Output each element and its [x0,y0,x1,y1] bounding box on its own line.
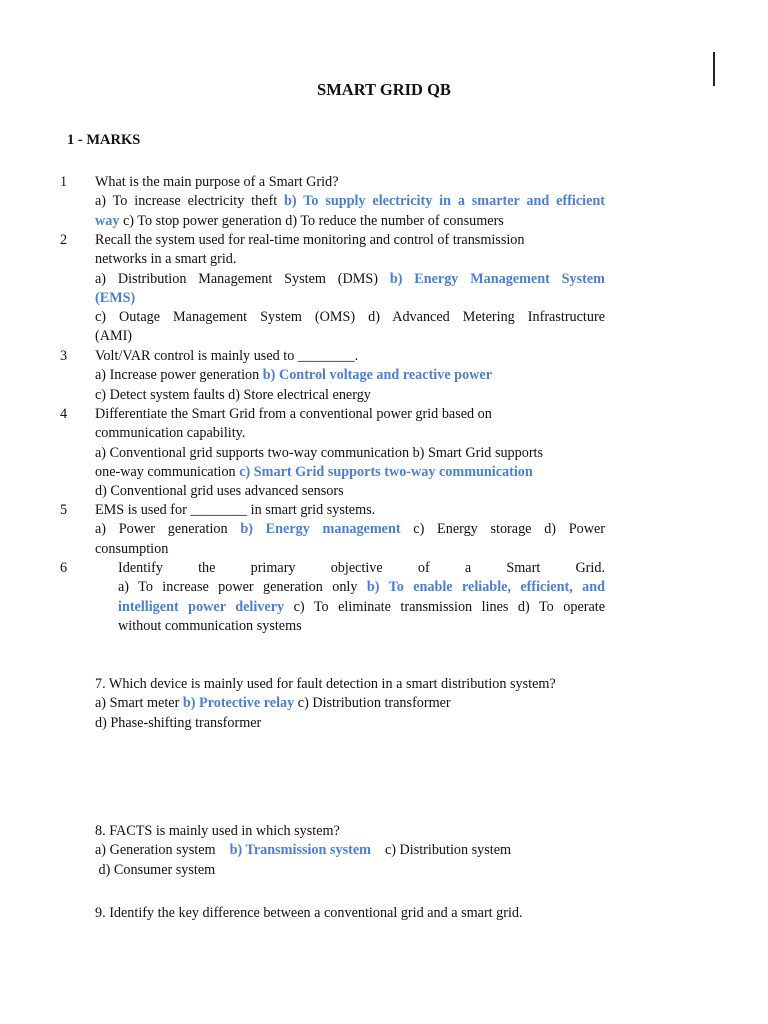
options-line: consumption [95,540,169,557]
answer-highlight: intelligent power delivery [118,598,285,615]
question-text: 9. Identify the key difference between a conventional grid and a smart grid. [95,905,523,921]
options-line: d) Consumer system [95,861,216,878]
document-title: SMART GRID QB [317,80,451,99]
option-a: a) Smart meter [95,695,183,712]
options-line [95,192,605,211]
answer-highlight: b) Energy management [240,521,401,538]
option-cd: c) Energy storage d) Power [400,521,605,538]
option-cd: c) To eliminate transmission lines d) To operate [284,598,606,615]
options-line [95,270,605,289]
question-3 [60,347,605,405]
question-9 [95,904,615,923]
options-line: c) Outage Management System (OMS) d) Advanced Metering Infrastructure [95,309,605,326]
option-c: c) Distribution system [384,842,512,859]
question-6 [60,559,605,636]
question-text: EMS is used for ________ in smart grid systems. [95,502,376,518]
options-line: a) Conventional grid supports two-way communication b) Smart Grid supports [95,444,544,461]
options-line [95,463,605,482]
options-line [118,598,605,617]
answer-highlight: b) Control voltage and reactive power [262,367,492,384]
options-line [95,841,615,860]
options-line [95,366,605,385]
question-4 [60,405,605,501]
answer-highlight: b) Energy Management System [389,270,605,287]
answer-highlight: (EMS) [95,289,136,306]
options-line [95,520,605,539]
options-line: without communication systems [118,617,302,634]
question-text: What is the main purpose of a Smart Grid? [95,174,339,190]
question-text: communication capability. [95,425,246,442]
answer-highlight: b) Transmission system [229,842,371,859]
question-1 [60,173,605,231]
option-cd: c) To stop power generation d) To reduce the number of consumers [119,212,504,229]
section-heading: 1 - MARKS [67,132,141,148]
options-line [95,694,615,713]
question-number: 3 [60,348,68,364]
answer-highlight: b) To supply electricity in a smarter and efficient [284,193,606,210]
question-number: 4 [60,406,68,422]
question-5 [60,501,605,559]
question-text: 8. FACTS is mainly used in which system? [95,823,340,839]
option-a: a) Generation system [95,842,216,859]
answer-highlight: c) Smart Grid supports two-way communication [239,463,533,480]
option-a: a) Power generation [95,521,241,538]
question-text: Identify the primary objective of a Smart Grid. [118,560,605,576]
question-8 [95,822,615,880]
question-7 [95,675,615,733]
answer-highlight: b) To enable reliable, efficient, and [366,579,605,596]
option-c: c) Distribution transformer [294,695,451,712]
options-line [118,578,605,597]
question-number: 5 [60,502,68,518]
option-a: a) To increase power generation only [118,579,367,596]
question-2 [60,231,605,347]
option-a: a) To increase electricity theft [95,193,285,210]
option-a: a) Increase power generation [95,367,263,384]
options-line: d) Conventional grid uses advanced sensors [95,483,344,500]
answer-highlight: b) Protective relay [182,695,295,712]
options-line [95,212,605,231]
question-number: 6 [60,560,68,576]
options-line: (AMI) [95,328,133,345]
question-number: 1 [60,174,68,190]
option-a: a) Distribution Management System (DMS) [95,270,390,287]
question-text: Differentiate the Smart Grid from a conventional power grid based on [95,406,492,422]
options-line: d) Phase-shifting transformer [95,714,262,731]
question-text: networks in a smart grid. [95,251,237,268]
question-text: Recall the system used for real-time monitoring and control of transmission [95,232,525,248]
question-number: 2 [60,232,68,248]
option-b: one-way communication [95,463,240,480]
question-text: Volt/VAR control is mainly used to ________. [95,348,359,364]
question-text: 7. Which device is mainly used for fault detection in a smart distribution system? [95,676,556,692]
options-line: c) Detect system faults d) Store electrical energy [95,386,371,403]
answer-highlight: way [95,212,120,229]
